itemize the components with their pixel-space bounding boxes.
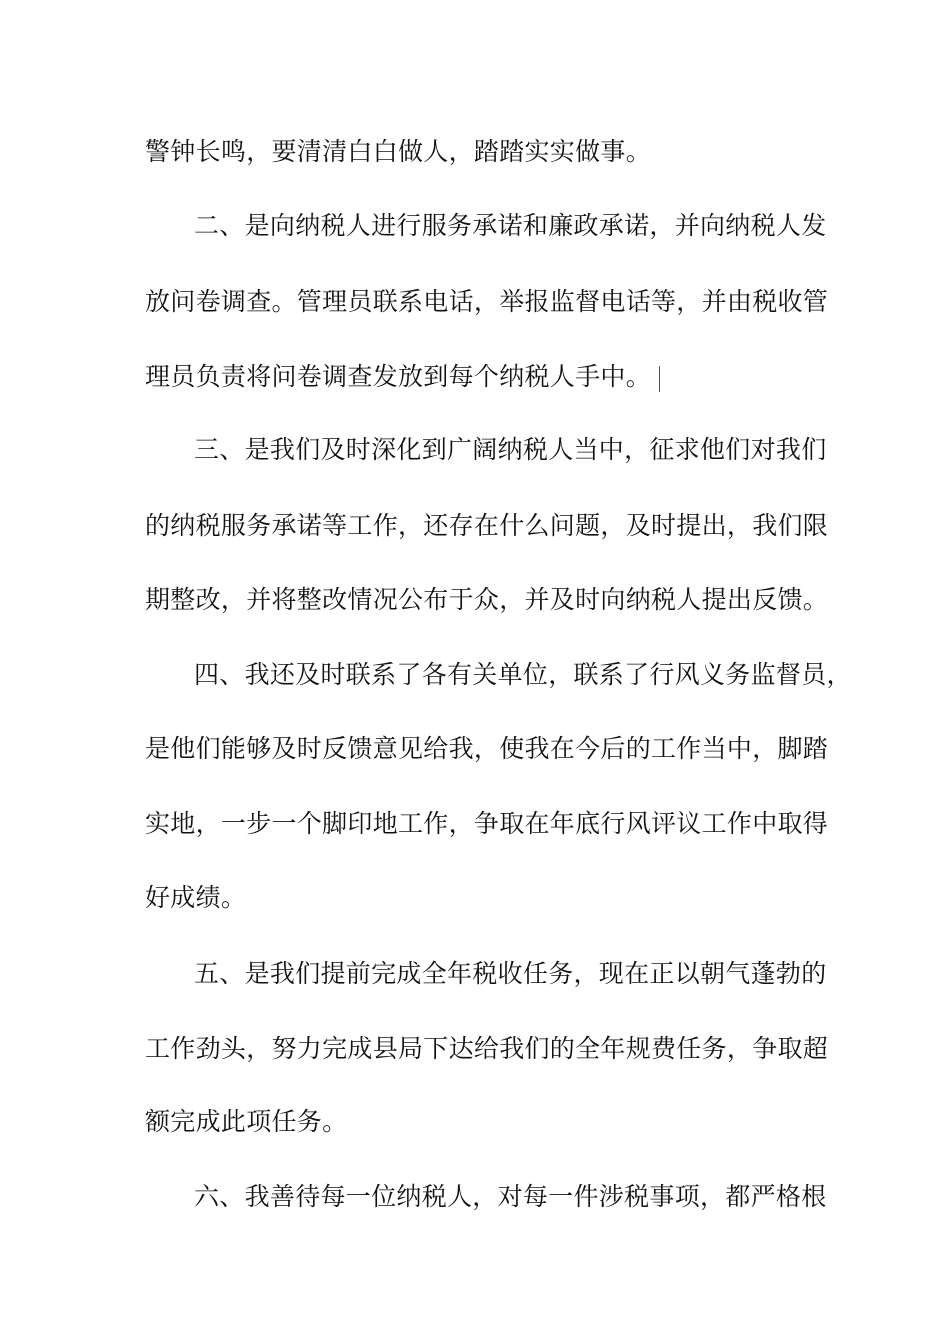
paragraph-4-line: 四、我还及时联系了各有关单位，联系了行风义务监督员， <box>194 660 852 689</box>
text-line: 放问卷调查。管理员联系电话，举报监督电话等，并由税收管 <box>145 287 829 316</box>
text-line: 实地，一步一个脚印地工作，争取在年底行风评议工作中取得 <box>145 809 829 838</box>
text-line: 工作劲头，努力完成县局下达给我们的全年规费任务，争取超 <box>145 1034 829 1063</box>
text-cursor <box>659 366 660 392</box>
text-line: 警钟长鸣，要清清白白做人，踏踏实实做事。 <box>145 137 652 166</box>
text-line: 好成绩。 <box>145 883 247 912</box>
text-line: 额完成此项任务。 <box>145 1107 348 1136</box>
text-span: 理员负责将问卷调查发放到每个纳税人手中。 <box>145 362 652 391</box>
paragraph-5-line: 五、是我们提前完成全年税收任务，现在正以朝气蓬勃的 <box>194 959 827 988</box>
text-line: 是他们能够及时反馈意见给我，使我在今后的工作当中，脚踏 <box>145 734 829 763</box>
text-line: 的纳税服务承诺等工作，还存在什么问题，及时提出，我们限 <box>145 511 829 540</box>
paragraph-2-line: 二、是向纳税人进行服务承诺和廉政承诺，并向纳税人发 <box>194 211 827 240</box>
paragraph-3-line: 三、是我们及时深化到广阔纳税人当中，征求他们对我们 <box>194 435 827 464</box>
text-line: 期整改，并将整改情况公布于众，并及时向纳税人提出反馈。 <box>145 585 829 614</box>
paragraph-6-line: 六、我善待每一位纳税人，对每一件涉税事项，都严格根 <box>194 1182 827 1211</box>
text-line-with-cursor <box>145 357 825 397</box>
